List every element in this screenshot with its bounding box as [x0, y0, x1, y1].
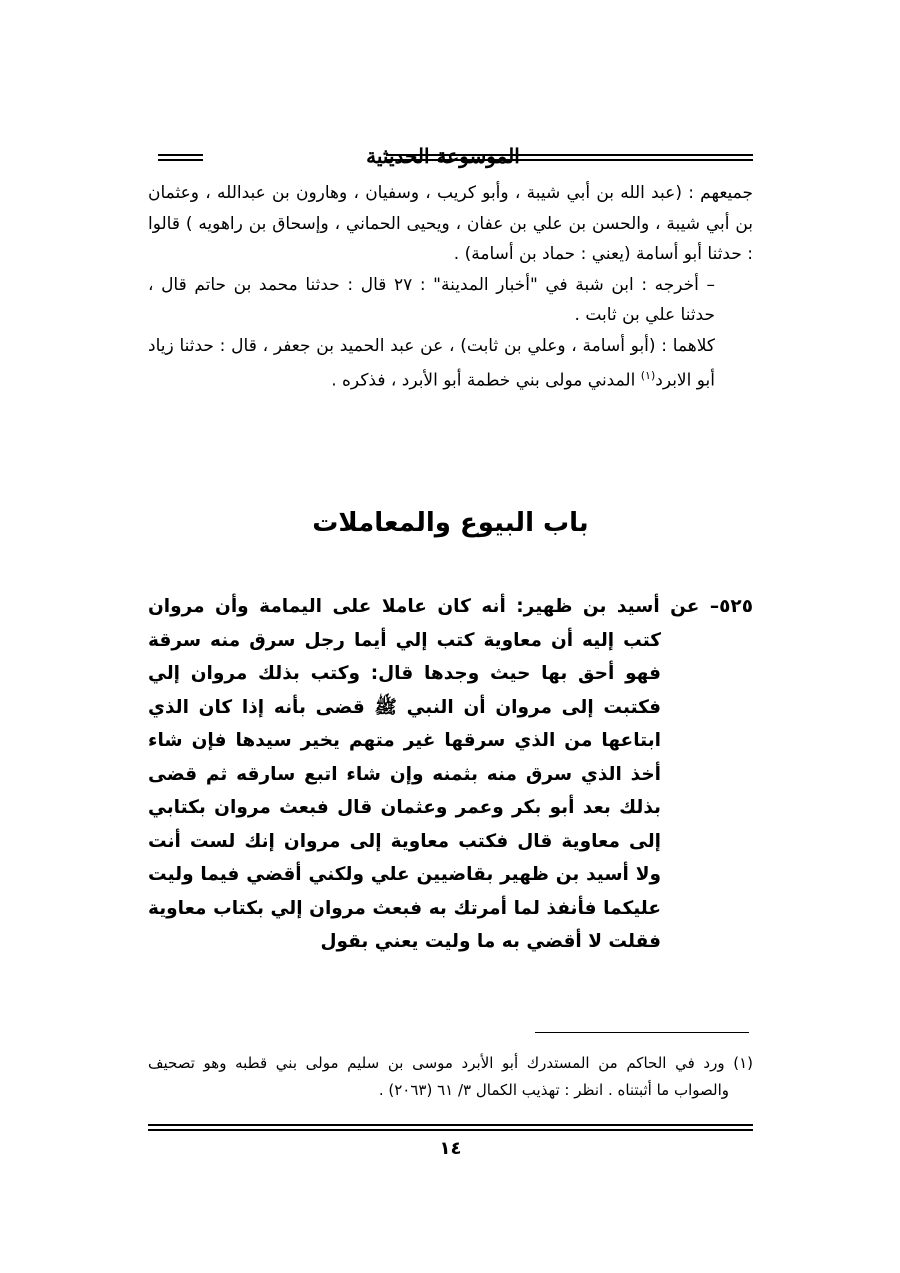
paragraph-narrators: جميعهم : (عبد الله بن أبي شيبة ، وأبو كريب ، وسفيان ، وهارون بن عبدالله ، وعثمان بن أبي شيبة ، والحسن بن علي بن عفان ، ويحيى الحماني ، وإسحاق بن راهويه ) قالوا : حدثنا أبو أسامة (يعني : حماد بن أسامة) .	[148, 183, 753, 264]
hadith-number: ٥٢٥–	[709, 596, 753, 617]
footnote-text: (١) ورد في الحاكم من المستدرك أبو الأبرد موسى بن سليم مولى بني قطبه وهو تصحيف والصواب ما أثبتناه . انظر : تهذيب الكمال ٣/ ٦١ (٢٠٦٣) .	[148, 1054, 753, 1099]
hadith-paragraph	[148, 590, 753, 959]
page-number: ١٤	[439, 1138, 462, 1159]
header-rule-right	[386, 154, 753, 161]
footnote	[148, 1050, 753, 1104]
hadith-text: عن أسيد بن ظهير: أنه كان عاملا على اليمامة وأن مروان كتب إليه أن معاوية كتب إلي أيما رجل سرق منه سرقة فهو أحق بها حيث وجدها قال: وكتب بذلك مروان إلي فكتبت إلى مروان أن النبي ﷺ قضى بأنه إذا كان الذي ابتاعها من الذي سرقها غير متهم يخير سيدها فإن شاء أخذ الذي سرق منه بثمنه وإن شاء اتبع سارقه ثم قضى بذلك بعد أبو بكر وعمر وعثمان قال فبعث مروان بكتابي إلى معاوية قال فكتب معاوية إلى مروان إنك لست أنت ولا أسيد بن ظهير بقاضيين علي ولكني أقضي فيما وليت عليكما فأنفذ لما أمرتك به فبعث مروان إلي بكتاب معاوية فقلت لا أقضي به ما وليت يعني بقول	[148, 596, 700, 952]
paragraph-takhrij: – أخرجه : ابن شبة في "أخبار المدينة" : ٢٧ قال : حدثنا محمد بن حاتم قال ، حدثنا علي بن ثابت .	[148, 274, 715, 325]
paragraph-kilahuma-tail: المدني مولى بني خطمة أبو الأبرد ، فذكره .	[331, 370, 641, 391]
footnote-marker: (١)	[640, 369, 656, 382]
header-title: الموسوعة الحديثية	[366, 144, 520, 168]
footer-rule	[148, 1124, 753, 1131]
footnote-separator	[535, 1032, 749, 1033]
paragraph-kilahuma	[148, 331, 753, 397]
continuation-text	[148, 178, 753, 396]
hadith-entry	[148, 590, 753, 959]
header-rule-left	[158, 154, 203, 161]
paragraph-kilahuma-text: كلاهما : (أبو أسامة ، وعلي بن ثابت) ، عن عبد الحميد بن جعفر ، قال : حدثنا زياد أبو الابرد	[148, 335, 715, 391]
chapter-title: باب البيوع والمعاملات	[312, 508, 589, 538]
running-header	[148, 143, 753, 173]
